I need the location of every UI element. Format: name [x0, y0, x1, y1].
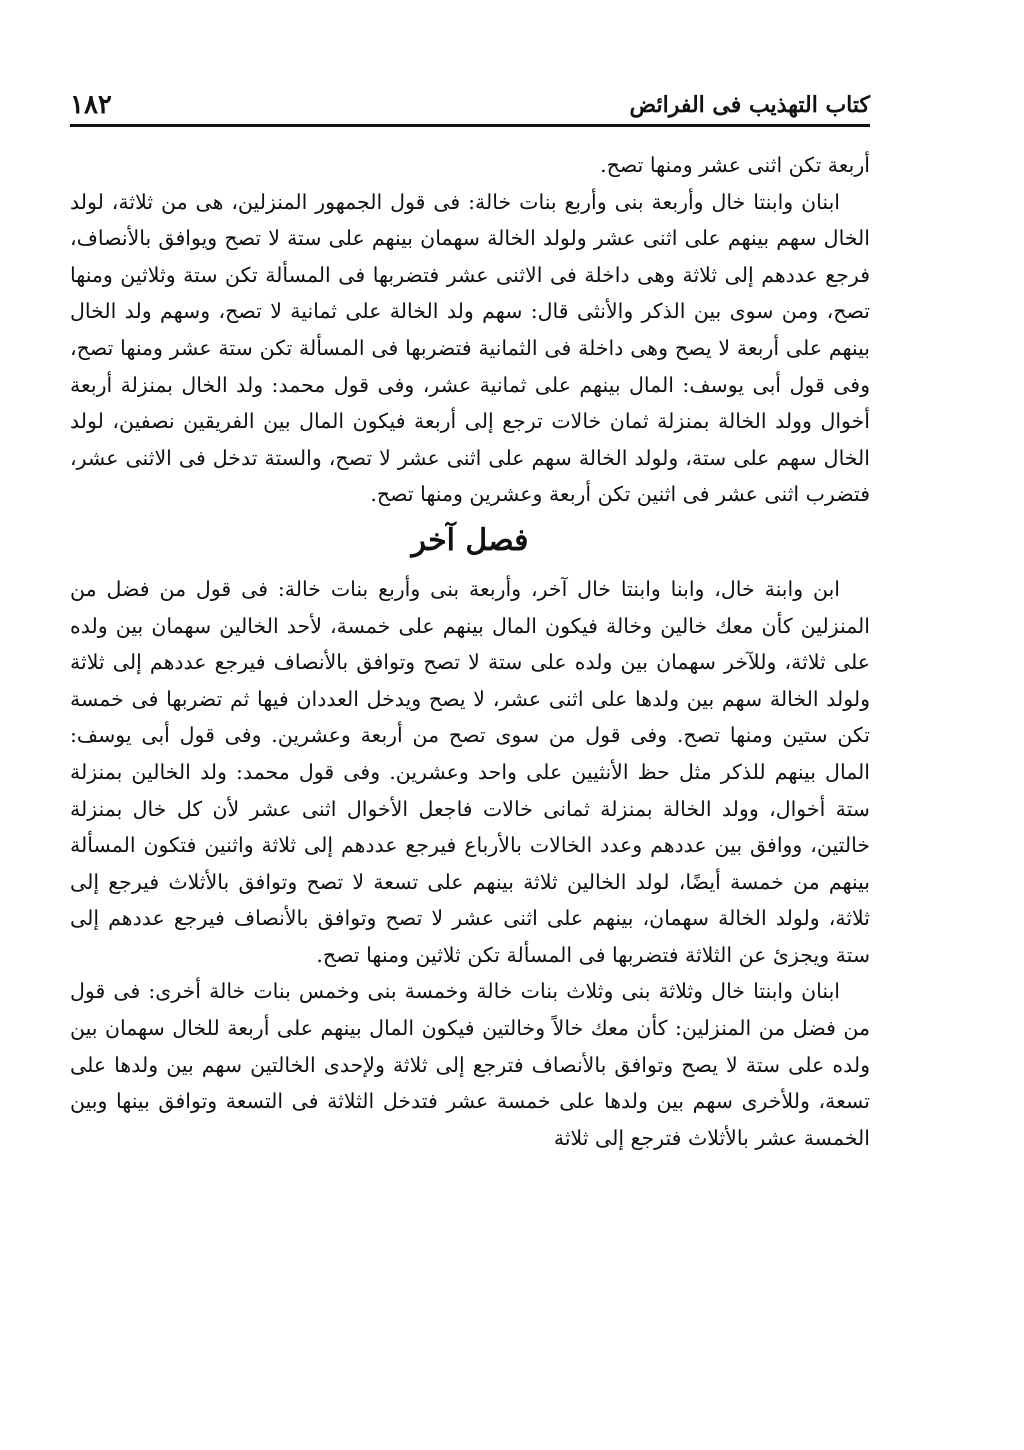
page-body [70, 147, 870, 1156]
paragraph: ابنان وابنتا خال وأربعة بنى وأربع بنات خالة: فى قول الجمهور المنزلين، هى من ثلاثة، لولد الخال سهم بينهم على اثنى عشر ولولد الخالة سهمان بينهم على ستة لا تصح ويوافق بالأنصاف، فرجع عددهم إلى ثلاثة وهى داخلة فى الاثنى عشر فتضربها فى المسألة تكن ستة وثلاثين ومنها تصح، ومن سوى بين الذكر والأنثى قال: سهم ولد الخالة على ثمانية لا تصح، وسهم ولد الخال بينهم على أربعة لا يصح وهى داخلة فى الثمانية فتضربها فى المسألة تكن ستة عشر ومنها تصح، وفى قول أبى يوسف: المال بينهم على ثمانية عشر، وفى قول محمد: ولد الخال بمنزلة أربعة أخوال وولد الخالة بمنزلة ثمان خالات ترجع إلى أربعة فيكون المال بين الفريقين نصفين، لولد الخال سهم على ستة، ولولد الخالة سهم على اثنى عشر لا تصح، والستة تدخل فى الاثنى عشر، فتضرب اثنى عشر فى اثنين تكن أربعة وعشرين ومنها تصح. [70, 189, 870, 507]
page-number: ١٨٢ [70, 90, 112, 120]
section-heading: فصل آخر [411, 522, 529, 558]
paragraph-continuation: أربعة تكن اثنى عشر ومنها تصح. [600, 153, 870, 177]
running-header [70, 80, 870, 127]
paragraph: ابنان وابنتا خال وثلاثة بنى وثلاث بنات خالة وخمسة بنى وخمس بنات خالة أخرى: فى قول من فضل من المنزلين: كأن معك خالاً وخالتين فيكون المال بينهم على أربعة للخال سهمان بين ولده على ستة لا يصح وتوافق بالأنصاف فترجع إلى ثلاثة ولإحدى الخالتين سهم بين ولدها على تسعة، وللأخرى سهم بين ولدها على خمسة عشر فتدخل الثلاثة فى التسعة وتوافق بينها وبين الخمسة عشر بالأثلاث فترجع إلى ثلاثة [70, 979, 870, 1150]
book-page [70, 80, 870, 1400]
running-title: كتاب التهذيب فى الفرائض [629, 92, 870, 118]
paragraph: ابن وابنة خال، وابنا وابنتا خال آخر، وأربعة بنى وأربع بنات خالة: فى قول من فضل من المنزلين كأن معك خالين وخالة فيكون المال بينهم على خمسة، لأحد الخالين سهمان بين ولده على ثلاثة، وللآخر سهمان بين ولده على ستة لا تصح وتوافق بالأنصاف فيرجع عددهم إلى ثلاثة ولولد الخالة سهم بين ولدها على اثنى عشر، لا يصح ويدخل العددان فيها ثم تضربها فى خمسة تكن ستين ومنها تصح. وفى قول من سوى تصح من أربعة وعشرين. وفى قول أبى يوسف: المال بينهم للذكر مثل حظ الأنثيين على واحد وعشرين. وفى قول محمد: ولد الخالين بمنزلة ستة أخوال، وولد الخالة بمنزلة ثمانى خالات فاجعل الأخوال اثنى عشر لأن كل خال بمنزلة خالتين، ووافق بين عددهم وعدد الخالات بالأرباع فيرجع عددهم إلى ثلاثة واثنين فتكون المسألة بينهم من خمسة أيضًا، لولد الخالين ثلاثة بينهم على تسعة لا تصح وتوافق بالأثلاث فيرجع إلى ثلاثة، ولولد الخالة سهمان، بينهم على اثنى عشر لا تصح وتوافق بالأنصاف فيرجع عددهم إلى ستة ويجزئ عن الثلاثة فتضربها فى المسألة تكن ثلاثين ومنها تصح. [70, 576, 870, 967]
